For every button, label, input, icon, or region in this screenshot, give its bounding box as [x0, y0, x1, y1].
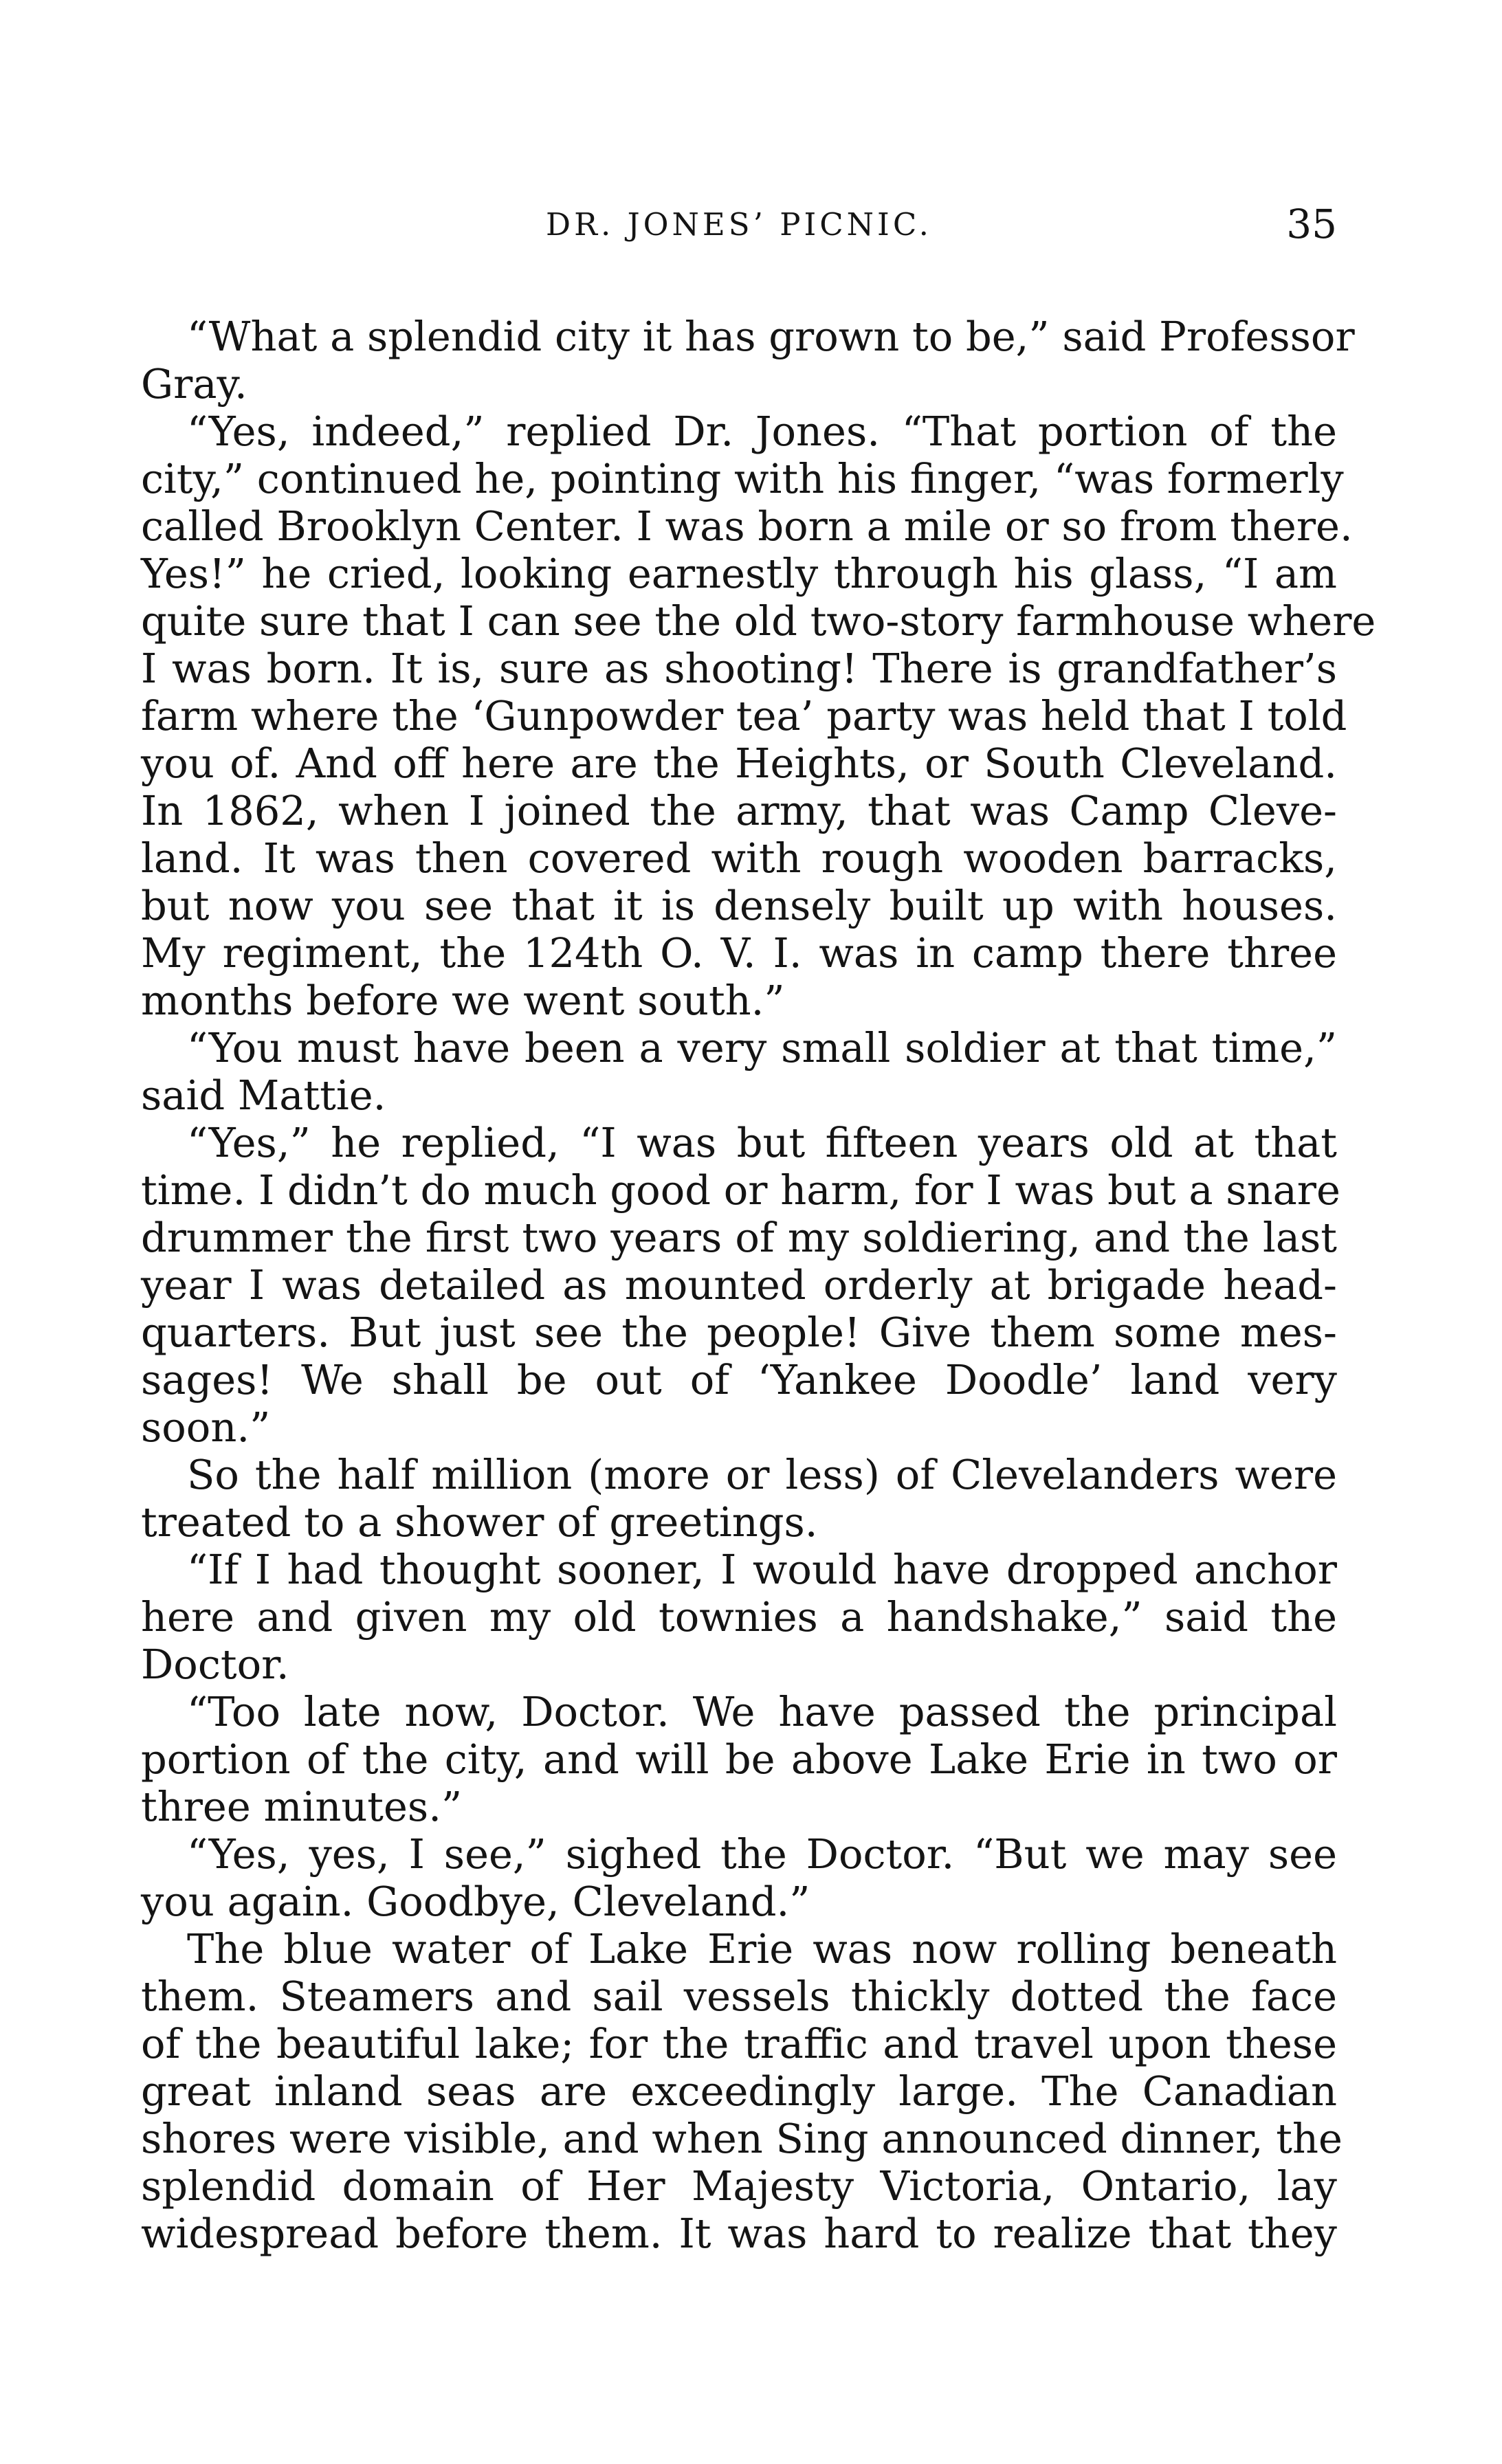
- text-line: quite sure that I can see the old two-story farmhouse where: [141, 597, 1376, 645]
- text-line: treated to a shower of greetings.: [141, 1498, 818, 1546]
- text-line: said Mattie.: [141, 1072, 386, 1119]
- text-line: them. Steamers and sail vessels thickly dotted the face: [141, 1973, 1337, 2020]
- text-line: months before we went south.”: [141, 977, 785, 1024]
- body-text: [141, 313, 1376, 2257]
- text-line: city,” continued he, pointing with his finger, “was formerly: [141, 455, 1344, 502]
- text-line: “Yes, indeed,” replied Dr. Jones. “That portion of the: [187, 408, 1337, 455]
- text-line: portion of the city, and will be above Lake Erie in two or: [141, 1735, 1337, 1783]
- running-title: DR. JONES’ PICNIC.: [546, 206, 932, 243]
- text-line: The blue water of Lake Erie was now rolling beneath: [187, 1925, 1337, 1973]
- text-line: sages! We shall be out of ‘Yankee Doodle’ land very: [141, 1356, 1337, 1403]
- text-line: “If I had thought sooner, I would have dropped anchor: [187, 1546, 1337, 1593]
- text-line: you again. Goodbye, Cleveland.”: [141, 1878, 810, 1925]
- text-line: widespread before them. It was hard to realize that they: [141, 2210, 1337, 2257]
- text-line: “Yes, yes, I see,” sighed the Doctor. “But we may see: [187, 1830, 1337, 1878]
- page-number: 35: [1286, 201, 1337, 247]
- text-line: farm where the ‘Gunpowder tea’ party was held that I told: [141, 692, 1347, 740]
- text-line: So the half million (more or less) of Clevelanders were: [187, 1451, 1337, 1498]
- text-line: but now you see that it is densely built up with houses.: [141, 882, 1337, 929]
- text-line: splendid domain of Her Majesty Victoria, Ontario, lay: [141, 2162, 1337, 2210]
- text-line: year I was detailed as mounted orderly at brigade head-: [141, 1261, 1337, 1309]
- text-line: of the beautiful lake; for the traffic and travel upon these: [141, 2020, 1337, 2067]
- text-line: time. I didn’t do much good or harm, for I was but a snare: [141, 1166, 1340, 1214]
- text-line: drummer the first two years of my soldiering, and the last: [141, 1214, 1337, 1261]
- text-line: My regiment, the 124th O. V. I. was in camp there three: [141, 929, 1337, 977]
- text-line: “What a splendid city it has grown to be,” said Professor: [187, 313, 1355, 360]
- text-line: “You must have been a very small soldier at that time,”: [187, 1024, 1337, 1072]
- text-line: Gray.: [141, 360, 247, 408]
- text-line: “Yes,” he replied, “I was but fifteen years old at that: [187, 1119, 1337, 1166]
- text-line: great inland seas are exceedingly large. The Canadian: [141, 2067, 1337, 2115]
- text-line: land. It was then covered with rough wooden barracks,: [141, 834, 1337, 882]
- running-head: [141, 201, 1337, 256]
- text-line: “Too late now, Doctor. We have passed the principal: [187, 1688, 1337, 1735]
- text-line: In 1862, when I joined the army, that was Camp Cleve-: [141, 787, 1337, 834]
- text-line: shores were visible, and when Sing announced dinner, the: [141, 2115, 1343, 2162]
- text-line: quarters. But just see the people! Give them some mes-: [141, 1309, 1337, 1356]
- text-line: Doctor.: [141, 1641, 289, 1688]
- text-line: you of. And off here are the Heights, or South Cleveland.: [141, 740, 1337, 787]
- text-line: I was born. It is, sure as shooting! There is grandfather’s: [141, 645, 1337, 692]
- text-line: called Brooklyn Center. I was born a mile or so from there.: [141, 502, 1353, 550]
- text-line: here and given my old townies a handshake,” said the: [141, 1593, 1337, 1641]
- text-line: soon.”: [141, 1403, 271, 1451]
- text-line: Yes!” he cried, looking earnestly through his glass, “I am: [141, 550, 1337, 597]
- text-line: three minutes.”: [141, 1783, 463, 1830]
